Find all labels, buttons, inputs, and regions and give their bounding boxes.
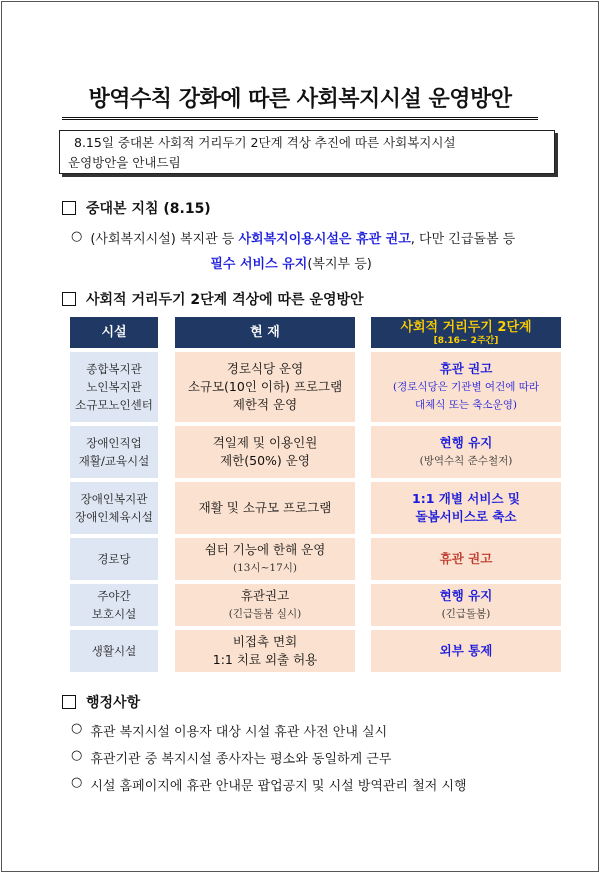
intro-line-1: 8.15일 중대본 사회적 거리두기 2단계 격상 추진에 따른 사회복지시설: [74, 135, 456, 150]
facility-name: 종합복지관: [86, 362, 142, 376]
current-text: 경로식당 운영: [226, 361, 304, 376]
guideline-bullet: [71, 229, 515, 275]
current-text: 쉼터 기능에 한해 운영: [204, 542, 326, 557]
facility-name: 장애인복지관: [80, 492, 148, 506]
section-heading-admin: [62, 692, 140, 712]
facility-name: 주야간: [97, 589, 131, 603]
guideline-text-part2: , 다만 긴급돌봄 등: [410, 232, 516, 247]
table-row-2-current: [175, 426, 355, 478]
table-row-1-facility: [70, 352, 158, 422]
current-text: 재활 및 소규모 프로그램: [198, 500, 332, 515]
header-stage2-label: 사회적 거리두기 2단계: [400, 320, 532, 335]
header-current-label: 현 재: [250, 325, 280, 340]
facility-name: 장애인체육시설: [75, 510, 153, 524]
checkbox-square-icon: [62, 201, 76, 215]
table-row-6-current: [175, 630, 355, 672]
current-text: 비접촉 면회: [232, 634, 298, 649]
facility-name: 소규모노인센터: [75, 398, 153, 412]
current-text: 소규모(10인 이하) 프로그램: [187, 379, 343, 394]
guideline-highlight-1: 사회복지이용시설은 휴관 권고: [238, 232, 411, 247]
circle-bullet-icon: ○: [71, 775, 83, 790]
stage2-text: 현행 유지: [439, 588, 493, 603]
facility-name: 경로당: [97, 552, 131, 566]
guideline-text-part3: (복지부 등): [307, 257, 372, 272]
page-title: 방역수칙 강화에 따른 사회복지시설 운영방안: [88, 87, 512, 112]
table-row-2-stage2: [371, 426, 561, 478]
admin-bullet-text: 시설 홈페이지에 휴관 안내문 팝업공지 및 시설 방역관리 철저 시행: [90, 779, 467, 794]
current-text: 격일제 및 이용인원: [212, 435, 318, 450]
circle-bullet-icon: ○: [71, 748, 83, 763]
admin-bullet-text: 휴관 복지시설 이용자 대상 시설 휴관 사전 안내 실시: [90, 725, 388, 740]
table-header-stage2: [371, 317, 561, 348]
admin-bullet: [71, 748, 391, 767]
header-facility-label: 시설: [101, 325, 127, 340]
table-row-3-facility: [70, 482, 158, 534]
stage2-note: (방역수칙 준수철저): [419, 455, 513, 467]
section-heading-plan: [62, 289, 364, 309]
circle-bullet-icon: ○: [71, 229, 83, 244]
facility-name: 노인복지관: [86, 380, 142, 394]
intro-line-2: 운영방안을 안내드림: [68, 155, 181, 170]
section2-heading-text: 사회적 거리두기 2단계 격상에 따른 운영방안: [86, 292, 364, 308]
table-header-facility: [70, 317, 158, 348]
facility-name: 장애인직업: [86, 436, 142, 450]
admin-bullet: [71, 775, 467, 794]
table-row-4-current: [175, 538, 355, 580]
current-note: (긴급돌봄 실시): [228, 608, 302, 620]
table-row-3-current: [175, 482, 355, 534]
table-row-1-stage2: [371, 352, 561, 422]
table-row-1-current: [175, 352, 355, 422]
header-stage2-period: [8.16~ 2주간]: [433, 336, 499, 346]
stage2-text: 휴관 권고: [439, 551, 493, 566]
current-text: 1:1 치료 외출 허용: [212, 652, 318, 667]
section-heading-guideline: [62, 198, 211, 218]
facility-name: 재활/교육시설: [78, 454, 150, 468]
stage2-text: 돌봄서비스로 축소: [415, 509, 517, 524]
stage2-text: 1:1 개별 서비스 및: [412, 491, 520, 506]
current-note: (13시~17시): [233, 562, 297, 574]
table-row-4-stage2: [371, 538, 561, 580]
stage2-note: (경로식당은 기관별 여건에 따라: [393, 381, 539, 393]
table-row-5-current: [175, 584, 355, 626]
table-row-5-facility: [70, 584, 158, 626]
guideline-bullet-text: [90, 229, 515, 275]
table-row-4-facility: [70, 538, 158, 580]
current-text: 제한적 운영: [232, 397, 298, 412]
table-row-3-stage2: [371, 482, 561, 534]
stage2-note: (긴급돌봄): [441, 608, 491, 620]
current-text: 휴관권고: [240, 588, 290, 603]
table-row-2-facility: [70, 426, 158, 478]
facility-name: 생활시설: [91, 644, 137, 658]
title-underline: [62, 117, 538, 120]
table-header-current: [175, 317, 355, 348]
circle-bullet-icon: ○: [71, 721, 83, 736]
table-row-6-facility: [70, 630, 158, 672]
admin-bullet: [71, 721, 387, 740]
current-text: 제한(50%) 운영: [220, 453, 310, 468]
table-row-6-stage2: [371, 630, 561, 672]
guideline-highlight-2: 필수 서비스 유지: [210, 257, 308, 272]
stage2-text: 휴관 권고: [439, 361, 493, 376]
stage2-note: 대체식 또는 축소운영): [414, 399, 518, 411]
section3-heading-text: 행정사항: [86, 695, 141, 711]
section1-heading-text: 중대본 지침 (8.15): [86, 201, 211, 217]
guideline-text-part1: (사회복지시설) 복지관 등: [90, 232, 239, 247]
facility-name: 보호시설: [91, 607, 137, 621]
table-row-5-stage2: [371, 584, 561, 626]
checkbox-square-icon: [62, 292, 76, 306]
admin-bullet-text: 휴관기관 중 복지시설 종사자는 평소와 동일하게 근무: [90, 752, 392, 767]
intro-box: [59, 130, 555, 174]
checkbox-square-icon: [62, 695, 76, 709]
stage2-text: 외부 통제: [439, 643, 493, 658]
stage2-text: 현행 유지: [439, 435, 493, 450]
